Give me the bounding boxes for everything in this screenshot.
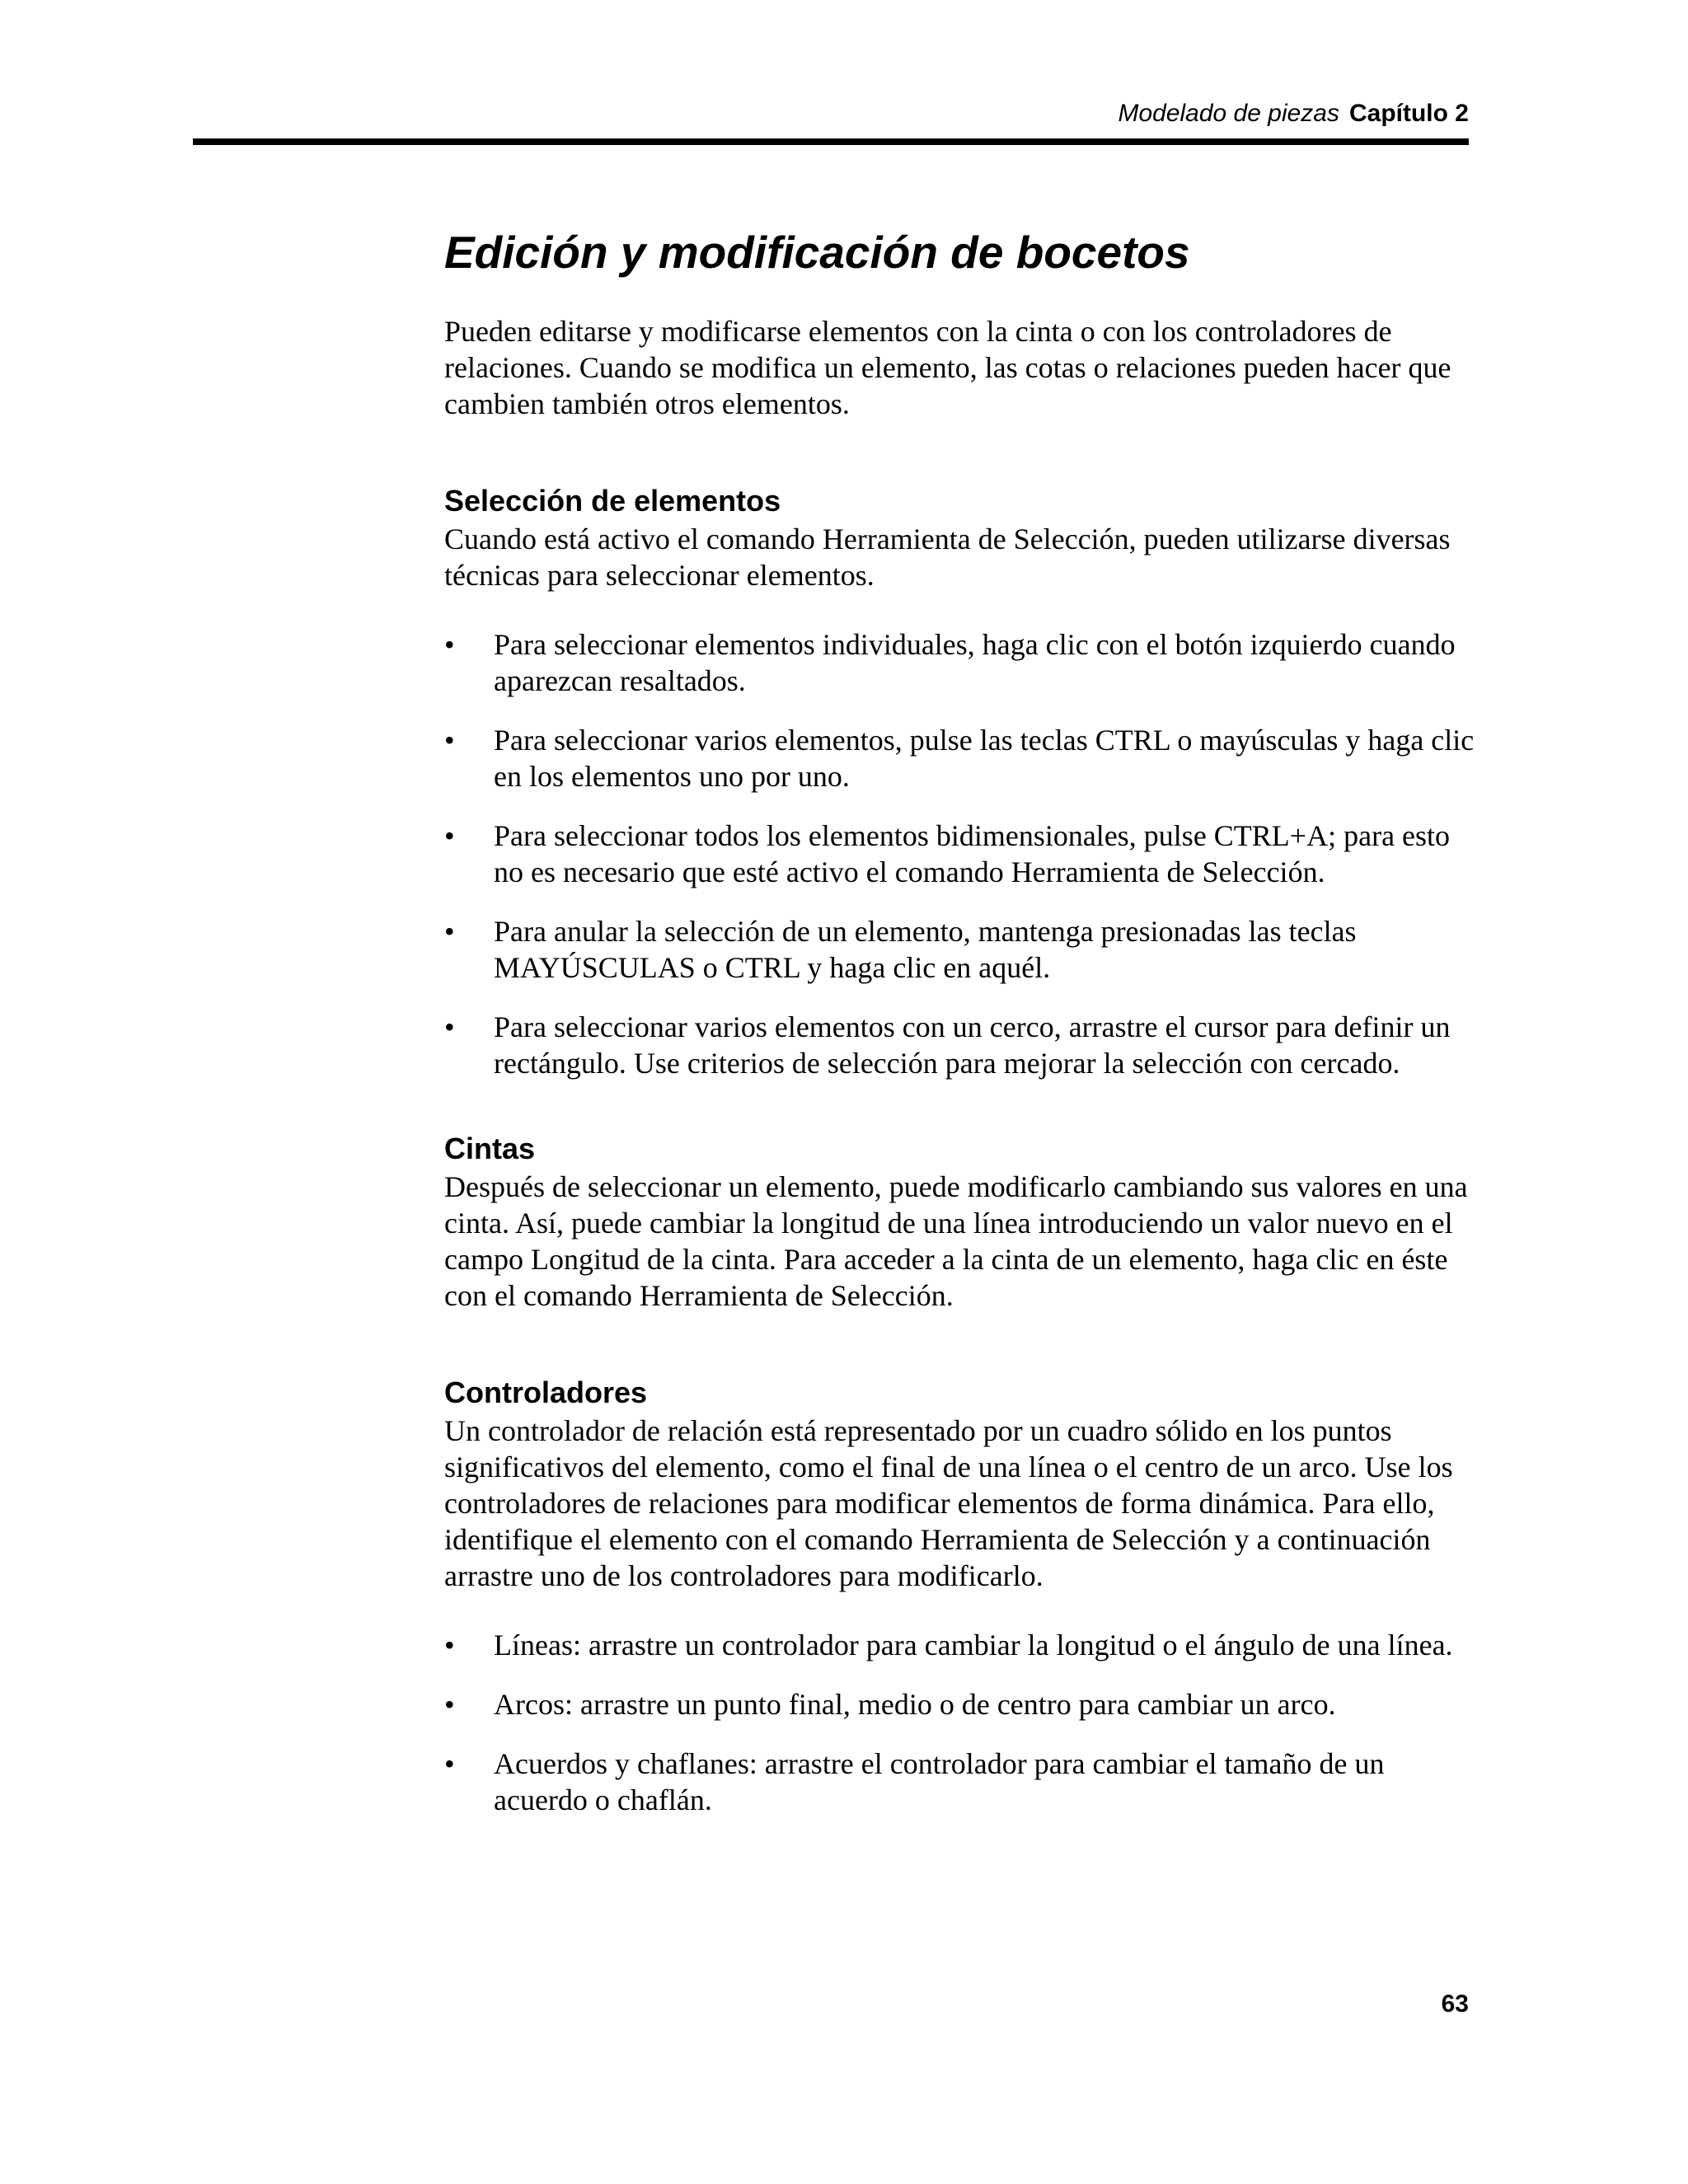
- bullet-list: [444, 1627, 1476, 1818]
- bullet-icon: •: [444, 819, 455, 852]
- bullet-icon: •: [444, 1629, 455, 1661]
- bullet-text: Para anular la selección de un elemento, mantenga presionadas las teclas MAYÚSCULAS o CTRL y haga clic en aquél.: [494, 915, 1357, 984]
- bullet-item: [444, 626, 1476, 699]
- bullet-item: [444, 722, 1476, 794]
- section-paragraph: Cuando está activo el comando Herramienta de Selección, pueden utilizarse diversas técnicas para seleccionar elementos.: [444, 523, 1451, 592]
- intro-paragraph: Pueden editarse y modificarse elementos con la cinta o con los controladores de relaciones. Cuando se modifica un elemento, las cotas o relaciones pueden hacer que cambien también otros elementos.: [444, 315, 1451, 420]
- bullet-icon: •: [444, 1747, 455, 1780]
- bullet-text: Para seleccionar varios elementos, pulse las teclas CTRL o mayúsculas y haga clic en los elementos uno por uno.: [494, 724, 1475, 793]
- page-number: 63: [1441, 1990, 1469, 2018]
- bullet-icon: •: [444, 1010, 455, 1043]
- header-chapter-label: Capítulo 2: [1348, 100, 1469, 127]
- header-section-name: Modelado de piezas: [1118, 100, 1339, 127]
- section-paragraph: Un controlador de relación está representado por un cuadro sólido en los puntos significativos del elemento, como el final de una línea o el centro de un arco. Use los controladores de relaciones para modificar elementos de forma dinámica. Para ello, identifique el elemento con el comando Herramienta de Selección y a continuación arrastre uno de los controladores para modificarlo.: [444, 1414, 1453, 1592]
- bullet-item: [444, 913, 1476, 986]
- bullet-list: [444, 626, 1476, 1081]
- header-rule: [193, 138, 1469, 145]
- section-heading: Cintas: [444, 1132, 536, 1165]
- bullet-icon: •: [444, 628, 455, 661]
- running-header: [193, 96, 1469, 132]
- bullet-text: Para seleccionar varios elementos con un cerco, arrastre el cursor para definir un rectángulo. Use criterios de selección para mejorar la selección con cercado.: [494, 1010, 1451, 1080]
- section-heading: Selección de elementos: [444, 484, 781, 518]
- section-heading: Controladores: [444, 1376, 648, 1409]
- bullet-item: [444, 1746, 1476, 1818]
- bullet-item: [444, 818, 1476, 890]
- bullet-item: [444, 1627, 1476, 1663]
- bullet-item: [444, 1686, 1476, 1722]
- bullet-icon: •: [444, 1688, 455, 1721]
- bullet-text: Para seleccionar todos los elementos bidimensionales, pulse CTRL+A; para esto no es necesario que esté activo el comando Herramienta de Selección.: [494, 819, 1451, 888]
- bullet-icon: •: [444, 724, 455, 757]
- section-cintas: [444, 1129, 1476, 1314]
- bullet-icon: •: [444, 915, 455, 948]
- bullet-text: Para seleccionar elementos individuales, haga clic con el botón izquierdo cuando aparezcan resaltados.: [494, 628, 1456, 697]
- section-paragraph: Después de seleccionar un elemento, puede modificarlo cambiando sus valores en una cinta. Así, puede cambiar la longitud de una línea introduciendo un valor nuevo en el campo Longitud de la cinta. Para acceder a la cinta de un elemento, haga clic en éste con el comando Herramienta de Selección.: [444, 1170, 1468, 1312]
- bullet-text: Líneas: arrastre un controlador para cambiar la longitud o el ángulo de una línea.: [494, 1629, 1453, 1661]
- bullet-text: Arcos: arrastre un punto final, medio o de centro para cambiar un arco.: [494, 1688, 1336, 1721]
- section-controladores: [444, 1373, 1476, 1818]
- section-seleccion-de-elementos: [444, 481, 1476, 1081]
- page-content: [444, 221, 1476, 1818]
- bullet-text: Acuerdos y chaflanes: arrastre el controlador para cambiar el tamaño de un acuerdo o chaflán.: [494, 1747, 1385, 1816]
- bullet-item: [444, 1009, 1476, 1081]
- page-title: Edición y modificación de bocetos: [444, 227, 1190, 278]
